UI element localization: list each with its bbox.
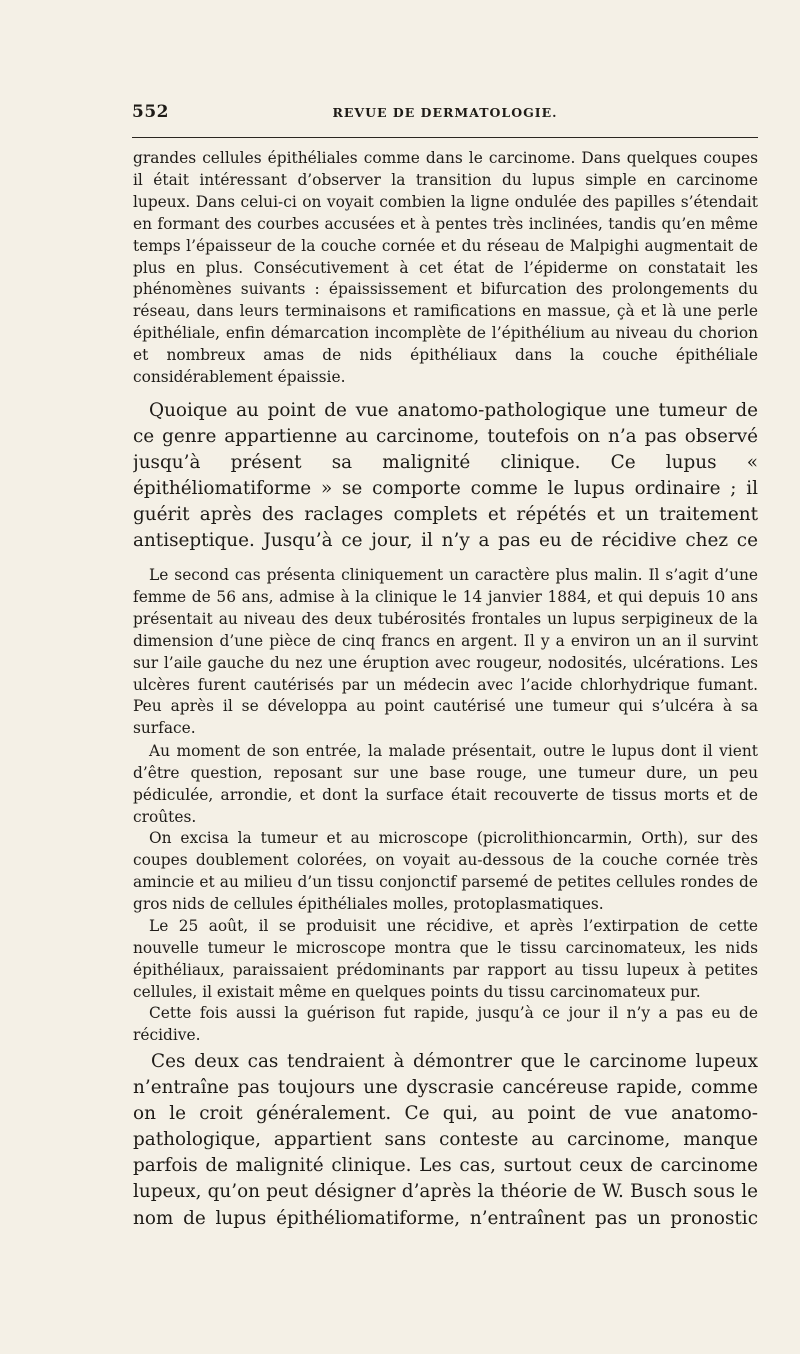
- page-header: [132, 100, 758, 126]
- paragraph-admission-findings: Au moment de son entrée, la malade présentait, outre le lupus dont il vient d’être question, reposant sur une base rouge, une tumeur dure, un peu pédiculée, arrondie, et dont la surface était recouverte de tissus morts et de croûtes.: [133, 742, 758, 826]
- paragraph-lupus-histology: grandes cellules épithéliales comme dans le carcinome. Dans quelques coupes il était intéressant d’observer la transition du lupus simple en carcinome lupeux. Dans celui-ci on voyait combien la ligne ondulée des papilles s’étendait en formant des courbes accusées et à pentes très inclinées, tandis qu’en même temps l’épaisseur de la couche cornée et du réseau de Malpighi augmentait de plus en plus. Consécutivement à cet état de l’épiderme on constatait les phénomènes suivants : épaississement et bifurcation des prolongements du réseau, dans leurs terminaisons et ramifications en massue, çà et là une perle épithéliale, enfin démarcation incomplète de l’épithélium au niveau du chorion et nombreux amas de nids épithéliaux dans la couche épithéliale considérablement épaissie.: [133, 149, 758, 387]
- page-number: 552: [132, 102, 169, 122]
- paragraph-recurrence: Le 25 août, il se produisit une récidive, et après l’extirpation de cette nouvelle tumeur le microscope montra que le tissu carcinomateux, les nids épithéliaux, paraissaient prédominants par rapport au tissu lupeux à petites cellules, il existait même en quelques points du tissu carcinomateux pur.: [133, 917, 758, 1001]
- paragraph-second-case-history: Le second cas présenta cliniquement un caractère plus malin. Il s’agit d’une femme de 56 ans, admise à la clinique le 14 janvier 1884, et qui depuis 10 ans présentait au niveau des deux tubérosités frontales un lupus serpigineux de la dimension d’une pièce de cinq francs en argent. Il y a environ un an il survint sur l’aile gauche du nez une éruption avec rougeur, nodosités, ulcérations. Les ulcères furent cautérisés par un médecin avec l’acide chlorhydrique fumant. Peu après il se développa au point cautérisé une tumeur qui s’ulcéra à sa surface.: [133, 566, 758, 738]
- paragraph-healing: Cette fois aussi la guérison fut rapide, jusqu’à ce jour il n’y a pas eu de récidive.: [133, 1004, 758, 1044]
- paragraph-first-case-conclusion: Quoique au point de vue anatomo-pathologique une tumeur de ce genre appartienne au carcinome, toutefois on n’a pas observé jusqu’à présent sa malignité clinique. Ce lupus « épithéliomatiforme » se comporte comme le lupus ordinaire ; il guérit après des raclages complets et répétés et un traitement antiseptique. Jusqu’à ce jour, il n’y a pas eu de récidive chez ce: [133, 400, 758, 552]
- paragraph-excision-microscopy: On excisa la tumeur et au microscope (picrolithioncarmin, Orth), sur des coupes doublement colorées, on voyait au-dessous de la couche cornée très amincie et au milieu d’un tissu conjonctif parsemé de petites cellules rondes de gros nids de cellules épithéliales molles, protoplasmatiques.: [133, 829, 758, 913]
- paragraph-general-conclusion: Ces deux cas tendraient à démontrer que le carcinome lupeux n’entraîne pas toujours une dyscrasie cancéreuse rapide, comme on le croit généralement. Ce qui, au point de vue anatomo-pathologique, appartient sans conteste au carcinome, manque parfois de malignité clinique. Les cas, surtout ceux de carcinome lupeux, qu’on peut désigner d’après la théorie de W. Busch sous le nom de lupus épithéliomatiforme, n’entraînent pas un pronostic: [133, 1051, 758, 1229]
- header-rule: [132, 137, 758, 138]
- running-title: REVUE DE DERMATOLOGIE.: [332, 105, 558, 120]
